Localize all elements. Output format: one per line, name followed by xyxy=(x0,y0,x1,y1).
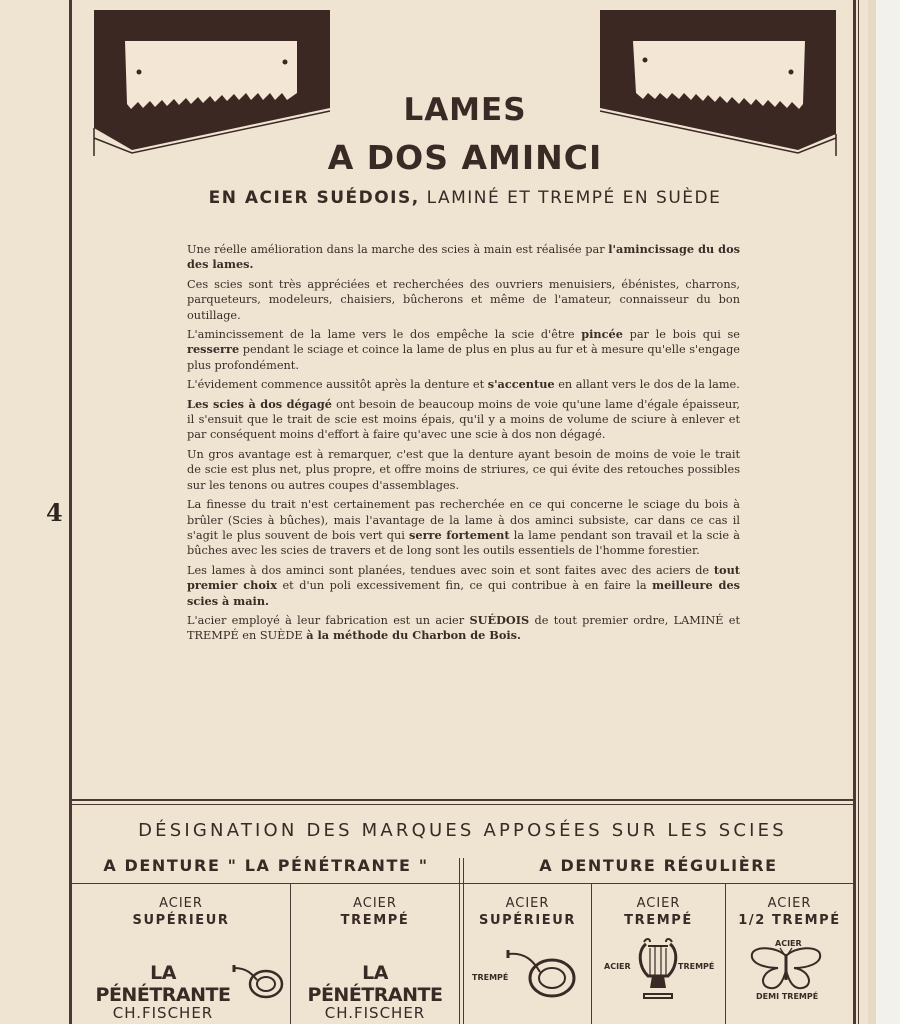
brand-mark-penetrante-superieur: LA PÉNÉTRANTE CH.FISCHER xyxy=(95,962,231,1022)
frame-right-rule xyxy=(853,0,856,1024)
hunting-horn-icon xyxy=(506,948,578,1002)
body-text xyxy=(187,242,740,648)
mark-cell-header: ACIER SUPÉRIEUR xyxy=(132,896,230,928)
page-subtitle xyxy=(120,188,810,208)
page-margin xyxy=(876,0,900,1024)
group-label-reguliere: A DENTURE RÉGULIÈRE xyxy=(539,856,778,875)
subtitle-rest: LAMINÉ ET TREMPÉ EN SUÈDE xyxy=(419,188,722,208)
lyre-label-right: TREMPÉ xyxy=(678,962,715,971)
page-edge xyxy=(868,0,876,1024)
paragraph: Une réelle amélioration dans la marche des scies à main est réalisée par l'amincissage du dos des lames. xyxy=(187,242,740,272)
horn-label: TREMPÉ xyxy=(472,973,509,982)
butterfly-label-bottom: DEMI TREMPÉ xyxy=(756,992,819,1001)
subtitle-bold: EN ACIER SUÉDOIS, xyxy=(208,188,420,208)
section-divider xyxy=(72,799,853,801)
paragraph: Un gros avantage est à remarquer, c'est que la denture ayant besoin de moins de voie le trait de scie est plus net, plus propre, et offre moins de striures, ce qui évite des retouches possibles sur les tenons ou autres coupes d'assemblages. xyxy=(187,447,740,492)
paragraph: L'amincissement de la lame vers le dos empêche la scie d'être pincée par le bois qui se resserre pendant le sciage et coince la lame de plus en plus au fur et à mesure qu'elle s'engage plus profondément. xyxy=(187,327,740,372)
butterfly-label-top: ACIER xyxy=(775,939,802,948)
paragraph: Les scies à dos dégagé ont besoin de beaucoup moins de voie qu'une lame d'égale épaisseur, il s'ensuit que le trait de scie est moins épais, qu'il y a moins de volume de sciure à enlever et par conséquent moins d'effort à faire qu'avec une scie à dos non dégagé. xyxy=(187,396,740,442)
brand-mark-penetrante-trempe: LA PÉNÉTRANTE CH.FISCHER xyxy=(307,962,443,1022)
mark-cell-header: ACIER SUPÉRIEUR xyxy=(478,896,577,928)
mark-cell-header: ACIER TREMPÉ xyxy=(340,896,410,928)
butterfly-icon xyxy=(748,946,824,992)
table-header-rule xyxy=(72,883,853,884)
paragraph: Ces scies sont très appréciées et recherchées des ouvriers menuisiers, ébénistes, charrons, parqueteurs, modeleurs, chaisiers, bûcherons et même de l'amateur, connaisseur du bon outillage. xyxy=(187,277,740,322)
page-title-line1: LAMES xyxy=(403,92,527,128)
paragraph: L'acier employé à leur fabrication est un acier SUÉDOIS de tout premier ordre, LAMINÉ et TREMPÉ en SUÈDE à la méthode du Charbon de Bois. xyxy=(187,612,740,643)
mark-cell-header: ACIER TREMPÉ xyxy=(624,896,693,928)
paragraph: La finesse du trait n'est certainement pas recherchée en ce qui concerne le sciage du bois à brûler (Scies à bûches), mais l'avantage de la lame à dos aminci subsiste, car dans ce cas il s'agit le plus souvent de bois vert qui serre fortement la lame pendant son travail et la scie à bûches avec les scies de travers et de long sont les outils essentiels de l'homme forestier. xyxy=(187,498,740,558)
section-divider-thin xyxy=(72,804,853,805)
hunting-horn-icon xyxy=(232,962,286,1000)
mark-cell-header: ACIER 1/2 TREMPÉ xyxy=(738,896,841,928)
lyre-label-left: ACIER xyxy=(604,962,631,971)
paragraph: Les lames à dos aminci sont planées, tendues avec soin et sont faites avec des aciers de tout premier choix et d'un poli excessivement fin, ce qui contribue à en faire la meilleure des scies à main. xyxy=(187,562,740,608)
saw-blade-illustration-right xyxy=(598,8,838,158)
paragraph: L'évidement commence aussitôt après la denture et s'accentue en allant vers le dos de la lame. xyxy=(187,377,740,392)
page-number: 4 xyxy=(46,498,63,527)
lyre-icon xyxy=(636,936,680,1002)
group-label-penetrante: A DENTURE " LA PÉNÉTRANTE " xyxy=(103,856,429,875)
marks-section-title: DÉSIGNATION DES MARQUES APPOSÉES SUR LES SCIES xyxy=(138,820,787,841)
saw-blade-illustration-left xyxy=(92,8,332,158)
page-title-line2: A DOS AMINCI xyxy=(327,138,603,177)
frame-right-rule-thin xyxy=(858,0,859,1024)
